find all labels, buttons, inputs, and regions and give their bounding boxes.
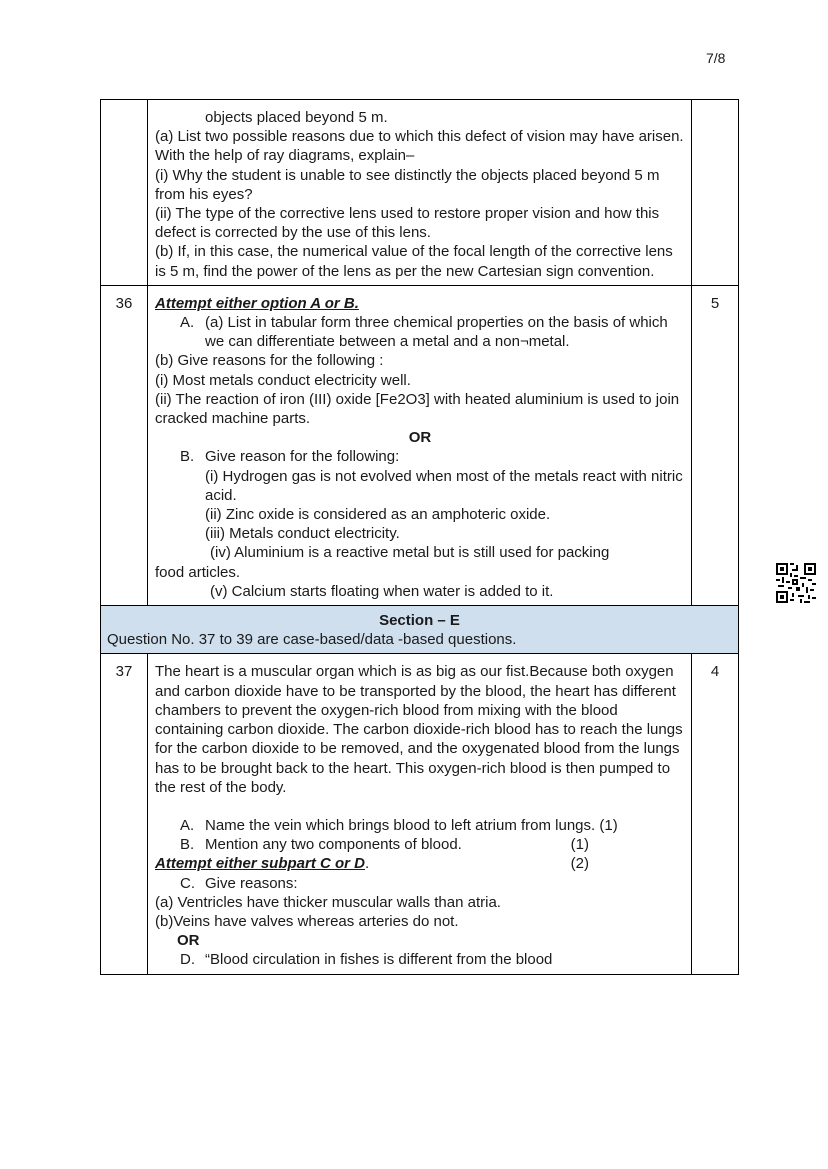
option-label: B. xyxy=(180,836,195,854)
marks-cell xyxy=(692,100,739,286)
option-text: (a) List in tabular form three chemical properties on the basis of which we can differentiate between a metal and a non¬metal. xyxy=(205,314,668,351)
option-text: “Blood circulation in fishes is different from the blood xyxy=(205,951,553,969)
q36-b-reason-iv: (iv) Aluminium is a reactive metal but is still used for packing xyxy=(210,544,610,562)
q37-passage: The heart is a muscular organ which is as big as our fist.Because both oxygen and carbon dioxide have to be transported by the blood, the heart has different chambers to prevent the oxygen-rich blood from mixing with the blood containing carbon dioxide. The carbon dioxide-rich blood has to reach the lungs for the carbon dioxide to be removed, and the oxygenated blood from the lungs has to be brought back to the heart. This oxygen-rich blood is then pumped to the rest of the body. xyxy=(155,663,683,796)
or-divider: OR xyxy=(408,429,432,447)
q36-b-reason-ii: (ii) Zinc oxide is considered as an amphoteric oxide. xyxy=(205,506,551,524)
page-number: 7/8 xyxy=(706,50,726,66)
part-marks: (1) xyxy=(570,836,589,854)
q36-b-reason-iii: (iii) Metals conduct electricity. xyxy=(205,525,400,543)
option-label: A. xyxy=(180,816,195,834)
section-title: Section – E xyxy=(379,612,460,630)
section-subtitle: Question No. 37 to 39 are case-based/data -based questions. xyxy=(107,631,517,649)
option-text: Give reasons: xyxy=(205,874,298,892)
question-row-37 xyxy=(101,654,739,974)
part-marks: (2) xyxy=(570,855,589,873)
marks: 4 xyxy=(692,654,739,974)
marks: 5 xyxy=(692,285,739,605)
question-37-body xyxy=(148,654,692,974)
q37-c-a: (a) Ventricles have thicker muscular walls than atria. xyxy=(155,893,501,911)
q37-instruction-row xyxy=(155,854,685,873)
section-e-cell xyxy=(101,606,739,654)
q37-part-d xyxy=(155,950,685,969)
q36-option-b xyxy=(155,447,685,466)
q35-part-a-i: (i) Why the student is unable to see distinctly the objects placed beyond 5 m from his eyes? xyxy=(155,166,664,203)
question-35-body xyxy=(148,100,692,286)
q35-part-b: (b) If, in this case, the numerical value of the focal length of the corrective lens is 5 m, find the power of the lens as per the new Cartesian sign convention. xyxy=(155,243,677,280)
q36-b-i: (i) Most metals conduct electricity well. xyxy=(155,371,411,389)
option-label: B. xyxy=(180,448,195,466)
option-label: C. xyxy=(180,874,195,892)
q36-b-reason-iv-cont: food articles. xyxy=(155,563,241,581)
q35-continuation: objects placed beyond 5 m. xyxy=(205,109,388,126)
q36-instruction: Attempt either option A or B. xyxy=(155,294,359,312)
question-36-body xyxy=(148,285,692,605)
option-text: Name the vein which brings blood to left atrium from lungs. (1) xyxy=(205,816,618,834)
q35-part-a-ii: (ii) The type of the corrective lens used to restore proper vision and how this defect is corrected by the use of this lens. xyxy=(155,205,664,242)
question-number: 37 xyxy=(101,654,148,974)
question-number-cell xyxy=(101,100,148,286)
option-text: Mention any two components of blood. xyxy=(205,836,462,854)
question-row-36 xyxy=(101,285,739,605)
instruction-suffix: . xyxy=(365,855,370,873)
q37-part-a xyxy=(155,816,685,835)
q37-part-c xyxy=(155,874,685,893)
or-divider: OR xyxy=(177,932,200,950)
q37-instruction: Attempt either subpart C or D xyxy=(155,855,366,873)
q36-b-heading: (b) Give reasons for the following : xyxy=(155,352,384,370)
option-label: A. xyxy=(180,314,195,332)
qr-code-icon xyxy=(776,563,816,603)
q36-option-a xyxy=(155,313,685,351)
option-label: D. xyxy=(180,951,195,969)
q37-part-b xyxy=(155,835,685,854)
option-text: Give reason for the following: xyxy=(205,448,400,466)
question-number: 36 xyxy=(101,285,148,605)
q36-b-ii: (ii) The reaction of iron (III) oxide [Fe2O3] with heated aluminium is used to join cracked machine parts. xyxy=(155,390,680,428)
q36-b-reason-i: (i) Hydrogen gas is not evolved when most of the metals react with nitric acid. xyxy=(205,467,683,504)
question-table xyxy=(100,99,739,975)
q37-c-b: (b)Veins have valves whereas arteries do not. xyxy=(155,912,459,930)
section-e-header xyxy=(101,606,739,654)
question-row-35 xyxy=(101,100,739,286)
q36-b-reason-v: (v) Calcium starts floating when water is added to it. xyxy=(210,582,554,600)
q35-part-a: (a) List two possible reasons due to which this defect of vision may have arisen. With the help of ray diagrams, explain– xyxy=(155,128,688,165)
